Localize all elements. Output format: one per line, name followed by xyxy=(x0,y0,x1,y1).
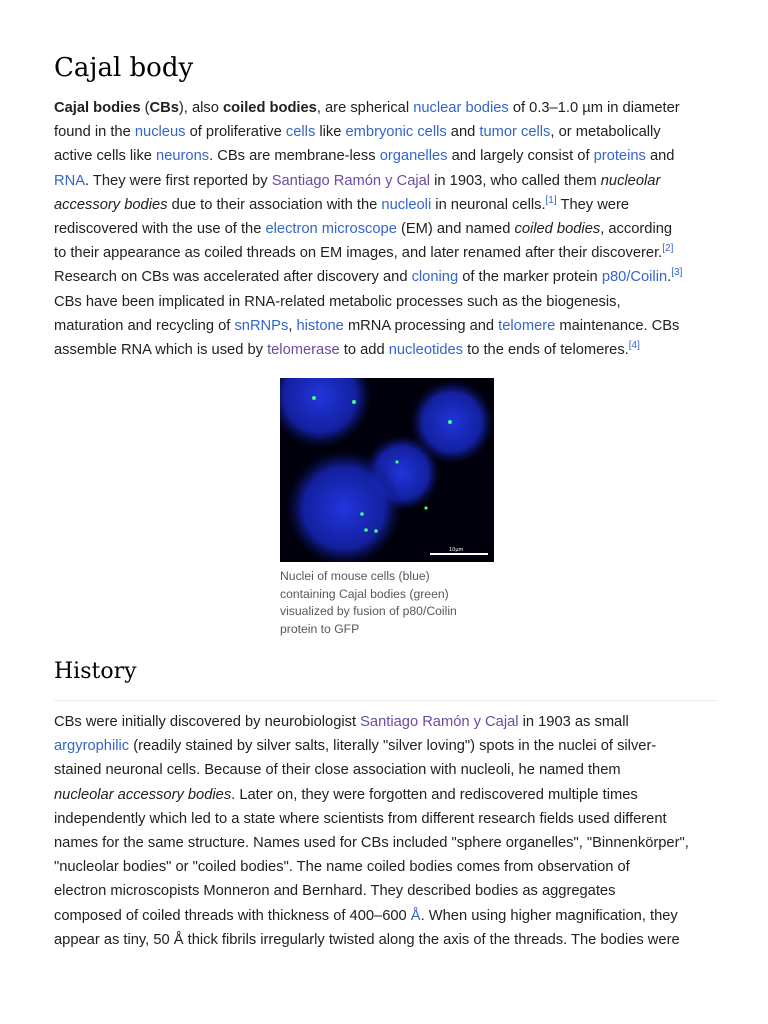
figure xyxy=(280,378,494,638)
text-run: They were xyxy=(556,196,630,213)
text-run: appear as tiny, 50 Å thick fibrils irregularly twisted along the axis of the threads. The bodies were xyxy=(54,931,680,948)
text-line xyxy=(54,831,744,855)
wiki-link[interactable]: proteins xyxy=(593,148,646,165)
text-line xyxy=(54,217,744,241)
microscopy-image-svg xyxy=(280,378,494,562)
text-line xyxy=(54,144,744,168)
page-title: Cajal body xyxy=(54,53,194,83)
text-run: . Later on, they were forgotten and rediscovered multiple times xyxy=(231,786,638,803)
text-run: of 0.3–1.0 µm in diameter xyxy=(508,100,680,116)
text-run: in 1903, who called them xyxy=(430,172,601,189)
italic-text: coiled bodies xyxy=(514,220,601,237)
text-line xyxy=(54,338,744,362)
text-line xyxy=(54,265,744,289)
text-run: due to their association with the xyxy=(167,196,382,213)
heading-divider xyxy=(54,700,718,701)
text-line xyxy=(54,169,744,193)
text-line xyxy=(54,314,744,338)
text-run: stained neuronal cells. Because of their close association with nucleoli, he named them xyxy=(54,762,621,779)
text-run: to their appearance as coiled threads on EM images, and later renamed after their discoverer. xyxy=(54,245,663,262)
text-run: (EM) and named xyxy=(396,220,515,237)
cajal-body-dot xyxy=(395,460,398,463)
text-line xyxy=(54,904,744,928)
wiki-link[interactable]: histone xyxy=(296,317,344,334)
wiki-link[interactable]: nuclear bodies xyxy=(413,100,509,116)
wiki-link[interactable]: nucleus xyxy=(134,124,186,141)
wiki-link[interactable]: RNA xyxy=(54,172,86,189)
text-run: and xyxy=(446,124,480,141)
text-run: names for the same structure. Names used for CBs included "sphere organelles", "Binnenkörper", xyxy=(54,834,689,851)
wiki-link[interactable]: Å xyxy=(410,907,421,924)
italic-text: nucleolar accessory bodies xyxy=(54,786,232,803)
nucleus-shape xyxy=(286,450,402,562)
wiki-link[interactable]: Santiago Ramón y Cajal xyxy=(271,172,431,189)
cajal-body-dot xyxy=(374,529,378,533)
text-run: of proliferative xyxy=(185,124,286,141)
bold-text: Cajal bodies xyxy=(54,100,141,116)
wiki-link[interactable]: p80/Coilin xyxy=(601,269,668,286)
text-line xyxy=(54,758,744,782)
wiki-link[interactable]: electron microscope xyxy=(265,220,397,237)
text-run: and largely consist of xyxy=(447,148,594,165)
text-run: CBs were initially discovered by neurobiologist xyxy=(54,714,361,730)
text-run: like xyxy=(315,124,346,141)
text-run: , are spherical xyxy=(316,100,414,116)
cajal-body-dot xyxy=(364,528,368,532)
text-run: , according xyxy=(600,220,673,237)
caption-line: visualized by fusion of p80/Coilin xyxy=(280,604,457,619)
wiki-link[interactable]: cells xyxy=(285,124,316,141)
citation-link[interactable]: [4] xyxy=(628,339,640,351)
text-run: . They were first reported by xyxy=(85,172,272,189)
citation-link[interactable]: [2] xyxy=(662,243,674,255)
cajal-body-dot xyxy=(424,506,427,509)
text-line xyxy=(54,193,744,217)
text-run: (readily stained by silver salts, literally "silver loving") spots in the nuclei of silver- xyxy=(129,738,657,755)
text-run: assemble RNA which is used by xyxy=(54,341,268,358)
text-run: to the ends of telomeres. xyxy=(463,341,629,358)
italic-text: accessory bodies xyxy=(54,196,168,213)
text-run: and xyxy=(645,148,675,165)
citation-link[interactable]: [3] xyxy=(671,267,683,279)
cajal-body-dot xyxy=(352,400,356,404)
text-run: . xyxy=(667,269,672,286)
wiki-link[interactable]: nucleoli xyxy=(381,196,432,213)
section-heading-history: History xyxy=(54,659,137,684)
text-line xyxy=(54,855,744,879)
caption-line: Nuclei of mouse cells (blue) xyxy=(280,569,430,583)
caption-line: protein to GFP xyxy=(280,621,360,636)
scale-bar xyxy=(430,553,488,555)
text-line xyxy=(54,120,744,144)
history-paragraph xyxy=(54,710,744,952)
wiki-link[interactable]: telomerase xyxy=(267,341,340,358)
text-run: . CBs are membrane-less xyxy=(209,148,380,165)
text-run: in neuronal cells. xyxy=(431,196,546,213)
cajal-body-dot xyxy=(360,512,364,516)
figure-caption xyxy=(280,568,480,638)
bold-text: coiled bodies xyxy=(222,100,317,116)
text-line xyxy=(54,241,744,265)
text-line xyxy=(54,96,744,120)
citation-link[interactable]: [1] xyxy=(545,194,557,206)
text-run: electron microscopists Monneron and Bernhard. They described bodies as aggregates xyxy=(54,883,616,900)
text-run: . When using higher magnification, they xyxy=(420,907,678,924)
cajal-body-dot xyxy=(448,420,452,424)
wiki-link[interactable]: nucleotides xyxy=(388,341,464,358)
text-run: rediscovered with the use of the xyxy=(54,220,266,237)
caption-line: containing Cajal bodies (green) xyxy=(280,586,449,601)
text-run: ), also xyxy=(178,100,223,116)
text-line xyxy=(54,290,744,314)
text-line xyxy=(54,879,744,903)
text-run: , or metabolically xyxy=(550,124,661,141)
wiki-link[interactable]: argyrophilic xyxy=(54,738,130,755)
text-line xyxy=(54,928,744,952)
text-run: composed of coiled threads with thickness of 400–600 xyxy=(54,907,411,924)
text-run: independently which led to a state where scientists from different research fields used different xyxy=(54,810,667,827)
text-run: active cells like xyxy=(54,148,157,165)
intro-paragraph xyxy=(54,96,744,362)
scale-bar-label: 10µm xyxy=(449,547,464,553)
wiki-link[interactable]: Santiago Ramón y Cajal xyxy=(360,714,519,730)
text-run: in 1903 as small xyxy=(518,714,629,730)
text-run: found in the xyxy=(54,124,135,141)
text-line xyxy=(54,807,744,831)
text-line xyxy=(54,734,744,758)
text-run: to add xyxy=(339,341,389,358)
wiki-link[interactable]: cloning xyxy=(411,269,459,286)
text-run: maintenance. CBs xyxy=(555,317,680,334)
text-line xyxy=(54,783,744,807)
wiki-link[interactable]: organelles xyxy=(379,148,448,165)
wiki-link[interactable]: tumor cells xyxy=(479,124,551,141)
text-run: maturation and recycling of xyxy=(54,317,235,334)
text-run: Research on CBs was accelerated after discovery and xyxy=(54,269,412,286)
microscopy-image[interactable] xyxy=(280,378,494,562)
wiki-link[interactable]: embryonic cells xyxy=(345,124,447,141)
text-run: CBs have been implicated in RNA-related metabolic processes such as the biogenesis, xyxy=(54,293,621,310)
italic-text: nucleolar xyxy=(600,172,661,189)
text-run: , xyxy=(288,317,297,334)
text-run: "nucleolar bodies" or "coiled bodies". The name coiled bodies comes from observation of xyxy=(54,859,630,876)
cajal-body-dot xyxy=(312,396,316,400)
wiki-link[interactable]: neurons xyxy=(156,148,210,165)
bold-text: CBs xyxy=(149,100,179,116)
text-line xyxy=(54,710,744,734)
text-run: ( xyxy=(140,100,150,116)
wiki-link[interactable]: snRNPs xyxy=(234,317,289,334)
text-run: of the marker protein xyxy=(458,269,602,286)
text-run: mRNA processing and xyxy=(343,317,499,334)
wiki-link[interactable]: telomere xyxy=(498,317,556,334)
